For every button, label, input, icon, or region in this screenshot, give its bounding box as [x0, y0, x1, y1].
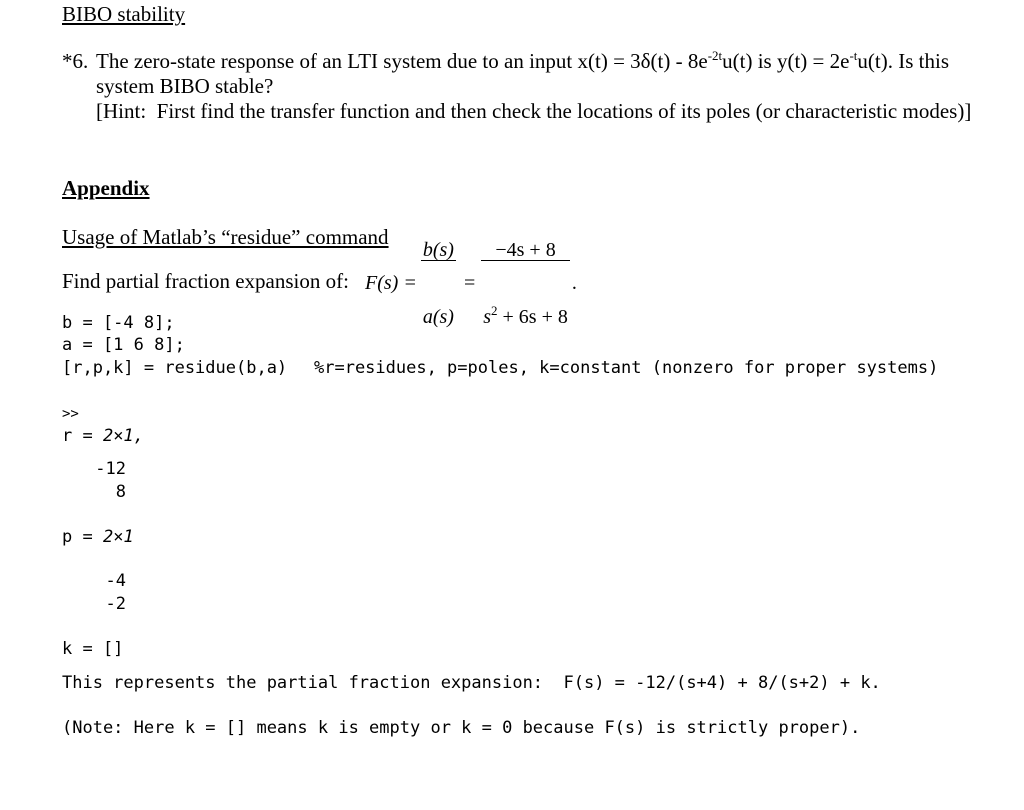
fraction-b-over-a	[421, 194, 456, 373]
problem-number: *6.	[62, 49, 89, 73]
exponent-1: -2t	[707, 48, 723, 63]
transfer-formula	[365, 238, 577, 328]
formula-lhs: F(s) =	[365, 271, 417, 294]
polynomial-denominator	[481, 302, 570, 328]
problem-line-1-part-c: u(t). Is this	[857, 49, 949, 73]
den-rest: + 6s + 8	[497, 305, 568, 328]
r-dimension: 2×1,	[102, 426, 144, 446]
formula-equals: =	[463, 271, 476, 294]
formula-period: .	[571, 271, 577, 294]
problem-line-1-part-b: u(t) is y(t) = 2e	[722, 49, 850, 73]
code-line-b: b = [-4 8];	[62, 313, 175, 333]
code-comment: %r=residues, p=poles, k=constant (nonzero for proper systems)	[314, 358, 939, 378]
k-output: k = []	[62, 639, 124, 659]
p-label: p =	[62, 527, 103, 547]
p-value-1: -4	[105, 571, 126, 591]
den-s: s	[483, 305, 492, 328]
command-prompt: >>	[62, 406, 79, 422]
fraction-numerator: b(s)	[422, 238, 454, 261]
appendix-subtitle: Usage of Matlab’s “residue” command	[62, 225, 389, 249]
r-label: r =	[62, 426, 103, 446]
p-output-label	[62, 526, 134, 548]
exponent-2: -t	[849, 48, 858, 63]
code-line-residue-call: [r,p,k] = residue(b,a)	[62, 358, 288, 378]
r-output-label	[62, 425, 144, 447]
section-title: BIBO stability	[62, 2, 186, 26]
code-line-a: a = [1 6 8];	[62, 335, 185, 355]
problem-hint: [Hint: First find the transfer function and then check the locations of its poles (or characteristic modes)]	[96, 99, 972, 123]
find-text: Find partial fraction expansion of:	[62, 269, 349, 293]
polynomial-numerator: −4s + 8	[481, 240, 570, 261]
expansion-line: This represents the partial fraction expansion: F(s) = -12/(s+4) + 8/(s+2) + k.	[62, 673, 881, 693]
problem-line-2: system BIBO stable?	[96, 74, 274, 98]
problem-line-1-part-a: The zero-state response of an LTI system due to an input x(t) = 3δ(t) - 8e	[96, 49, 708, 73]
r-value-1: -12	[95, 459, 126, 479]
appendix-title: Appendix	[62, 176, 150, 200]
den-exponent: 2	[491, 302, 498, 318]
r-value-2: 8	[115, 482, 126, 502]
p-dimension: 2×1	[102, 527, 134, 547]
problem-line-1	[96, 49, 949, 74]
p-value-2: -2	[105, 594, 126, 614]
note-line: (Note: Here k = [] means k is empty or k = 0 because F(s) is strictly proper).	[62, 718, 861, 738]
fraction-denominator: a(s)	[422, 305, 454, 328]
fraction-polynomial	[481, 194, 570, 373]
